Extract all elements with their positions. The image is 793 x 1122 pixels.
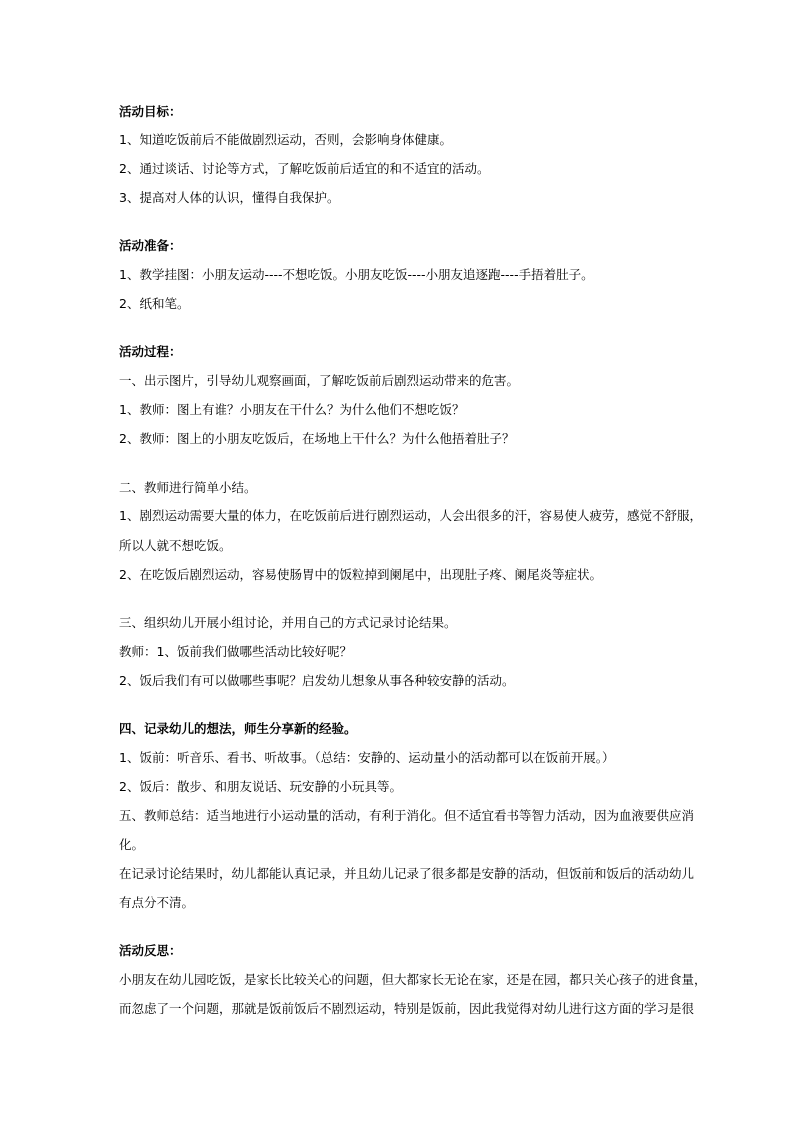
section-heading-process: 活动过程： — [119, 344, 182, 359]
goal-item-1: 1、知道吃饭前后不能做剧烈运动，否则，会影响身体健康。 — [119, 132, 452, 147]
process-part2-item-2: 2、在吃饭后剧烈运动，容易使肠胃中的饭粒掉到阑尾中，出现肚子疼、阑尾炎等症状。 — [119, 567, 602, 582]
goal-item-2: 2、通过谈话、讨论等方式，了解吃饭前后适宜的和不适宜的活动。 — [119, 161, 490, 176]
preparation-item-1: 1、教学挂图：小朋友运动----不想吃饭。小朋友吃饭----小朋友追逐跑----手捂着肚子。 — [119, 267, 594, 282]
process-part4-item-1: 1、饭前：听音乐、看书、听故事。（总结：安静的、运动量小的活动都可以在饭前开展。） — [119, 750, 615, 765]
process-part5-summary-cont: 化。 — [119, 837, 145, 852]
process-part2-item-1-cont: 所以人就不想吃饭。 — [119, 538, 232, 553]
process-part4-title: 四、记录幼儿的想法，师生分享新的经验。 — [119, 721, 357, 736]
process-part5-summary: 五、教师总结：适当地进行小运动量的活动，有利于消化。但不适宜看书等智力活动，因为血液要供应消 — [119, 808, 695, 823]
process-record-note: 在记录讨论结果时，幼儿都能认真记录，并且幼儿记录了很多都是安静的活动，但饭前和饭后的活动幼儿 — [119, 866, 695, 881]
process-part1-item-2: 2、教师：图上的小朋友吃饭后，在场地上干什么？为什么他捂着肚子？ — [119, 431, 515, 446]
process-part1-item-1: 1、教师：图上有谁？小朋友在干什么？为什么他们不想吃饭？ — [119, 402, 465, 417]
process-part1-title: 一、出示图片，引导幼儿观察画面，了解吃饭前后剧烈运动带来的危害。 — [119, 373, 520, 388]
section-heading-goals: 活动目标： — [119, 104, 182, 119]
process-part2-title: 二、教师进行简单小结。 — [119, 480, 257, 495]
process-part3-item-2: 2、饭后我们有可以做哪些事呢？启发幼儿想象从事各种较安静的活动。 — [119, 673, 515, 688]
process-part2-item-1: 1、剧烈运动需要大量的体力，在吃饭前后进行剧烈运动，人会出很多的汗，容易使人疲劳，感觉不舒服， — [119, 508, 702, 523]
section-heading-preparation: 活动准备： — [119, 238, 182, 253]
process-record-note-cont: 有点分不清。 — [119, 895, 195, 910]
process-part3-item-1: 教师：1、饭前我们做哪些活动比较好呢？ — [119, 644, 352, 659]
process-part3-title: 三、组织幼儿开展小组讨论，并用自己的方式记录讨论结果。 — [119, 615, 457, 630]
preparation-item-2: 2、纸和笔。 — [119, 296, 190, 311]
process-part4-item-2: 2、饭后：散步、和朋友说话、玩安静的小玩具等。 — [119, 779, 402, 794]
reflection-line-1: 小朋友在幼儿园吃饭，是家长比较关心的问题，但大都家长无论在家，还是在园，都只关心孩子的进食量， — [119, 972, 707, 987]
section-heading-reflection: 活动反思： — [119, 943, 182, 958]
reflection-line-2: 而忽虑了一个问题，那就是饭前饭后不剧烈运动，特别是饭前，因此我觉得对幼儿进行这方面的学习是很 — [119, 1001, 695, 1016]
goal-item-3: 3、提高对人体的认识，懂得自我保护。 — [119, 190, 340, 205]
